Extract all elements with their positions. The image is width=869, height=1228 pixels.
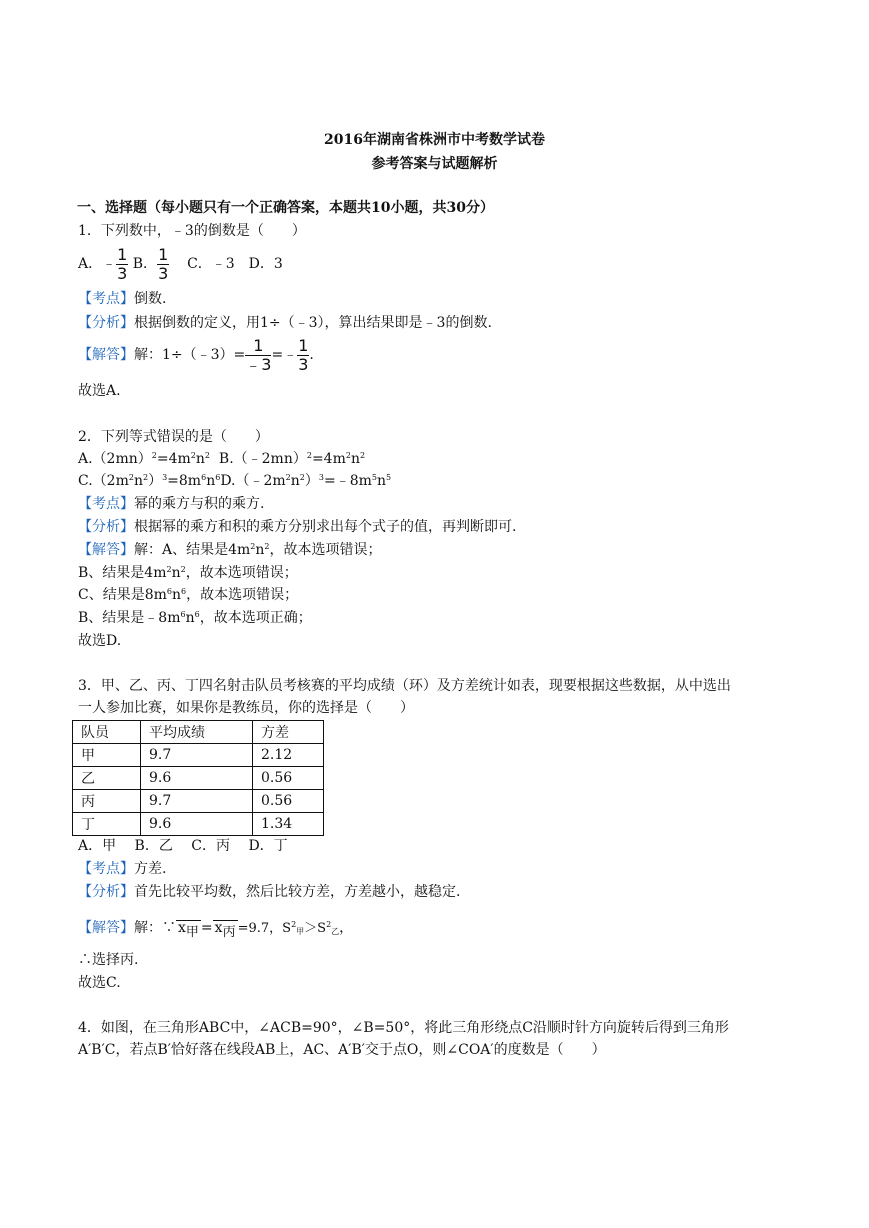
document-subtitle: 参考答案与试题解析 (371, 156, 498, 172)
q3-kaodian-text: 方差. (134, 861, 167, 877)
q3-jieda-prefix: 解：∵ (134, 920, 176, 936)
fraction-denominator: ﹣3 (245, 354, 272, 374)
q1-option-a-fraction (116, 244, 128, 283)
q1-kaodian-text: 倒数. (134, 291, 167, 307)
table-header-cell: 方差 (253, 721, 324, 744)
label-jieda: 【解答】 (78, 542, 134, 558)
q3-mean-value: =9.7，S (237, 921, 292, 936)
q2-fenxi (78, 520, 516, 534)
comma: ， (339, 920, 354, 936)
q3-conclusion: 故选C. (78, 975, 121, 991)
q2-conclusion: 故选D. (78, 633, 122, 649)
fraction-numerator: 1 (158, 244, 169, 264)
q1-jieda-mid: =﹣ (271, 347, 298, 363)
q1-option-cd: C．﹣3 D．3 (187, 256, 283, 272)
table-cell: 0.56 (253, 767, 324, 790)
fraction-denominator: 3 (298, 354, 309, 374)
q1-options (78, 246, 283, 282)
q1-kaodian (78, 292, 166, 306)
label-jieda: 【解答】 (78, 347, 134, 363)
q2-options-ab: $A.(2mn)^2=4m^2n^2$ $B.(﹣2mn)^2=4m^2n^2$ (78, 451, 366, 467)
q3-score-table (72, 720, 324, 836)
q1-jieda-text: 解：1÷（﹣3）= (134, 347, 246, 363)
table-cell: 乙 (73, 767, 141, 790)
label-kaodian: 【考点】 (78, 861, 134, 877)
q3-fenxi (78, 885, 460, 899)
q1-stem: 1．下列数中，﹣3的倒数是（ ） (78, 223, 306, 239)
q3-fenxi-text: 首先比较平均数，然后比较方差，方差越小，越稳定. (134, 884, 461, 900)
label-fenxi: 【分析】 (78, 519, 134, 535)
q1-jieda-fraction-1 (245, 335, 272, 374)
section-heading: 一、选择题（每小题只有一个正确答案，本题共10小题，共30分） (77, 200, 494, 216)
q2-kaodian (78, 497, 264, 511)
table-row (73, 790, 324, 813)
q3-stem-line2: 一人参加比赛，如果你是教练员，你的选择是（ ） (78, 700, 414, 716)
label-jieda: 【解答】 (78, 920, 134, 936)
q1-jieda (78, 335, 314, 375)
q4-stem-line2: A′B′C，若点B′恰好落在线段AB上，AC、A′B′交于点O，则∠COA′的度数是（ ） (78, 1042, 606, 1058)
table-header-cell: 平均成绩 (141, 721, 253, 744)
table-cell: 9.7 (141, 744, 253, 767)
table-cell: 甲 (73, 744, 141, 767)
variance-subscript: 甲 (296, 927, 305, 936)
document-title: 2016年湖南省株洲市中考数学试卷 (324, 132, 545, 148)
variance-exponent: 2 (326, 920, 332, 929)
mean-symbol: x (178, 920, 186, 936)
mean-subscript: 丙 (222, 925, 236, 940)
q3-stem-line1: 3．甲、乙、丙、丁四名射击队员考核赛的平均成绩（环）及方差统计如表，现要根据这些数据，从中选出 (78, 678, 731, 694)
greater-than: ＞S (304, 921, 327, 936)
label-kaodian: 【考点】 (78, 291, 134, 307)
table-row (73, 813, 324, 836)
mean-subscript: 甲 (185, 925, 199, 940)
table-header-cell: 队员 (73, 721, 141, 744)
mean-x-jia (176, 920, 201, 940)
table-cell: 丙 (73, 790, 141, 813)
q1-conclusion: 故选A. (78, 383, 121, 399)
label-fenxi: 【分析】 (78, 315, 134, 331)
mean-x-bing (213, 920, 238, 940)
q2-jieda-c: C、结果是$8m^6n^6$，故本选项错误； (78, 587, 299, 603)
q3-therefore: ∴选择丙. (78, 952, 139, 968)
table-cell: 9.6 (141, 767, 253, 790)
q2-jieda: 【解答】解：A、结果是$4m^2n^2$，故本选项错误； (78, 542, 382, 558)
variance-subscript: 乙 (331, 927, 340, 936)
table-cell: 9.6 (141, 813, 253, 836)
q2-jieda-b: B、结果是$4m^2n^2$，故本选项错误； (78, 565, 298, 581)
fraction-numerator: 1 (298, 335, 309, 355)
q1-option-b-prefix: B． (132, 256, 158, 272)
table-cell: 1.34 (253, 813, 324, 836)
table-cell: 9.7 (141, 790, 253, 813)
table-cell: 0.56 (253, 790, 324, 813)
q3-options: A．甲 B．乙 C．丙 D．丁 (78, 838, 288, 854)
q2-options-cd: $C.(2m^2n^2)^3=8m^6n^6D.(﹣2m^2n^2)^3=﹣8m^5n^5$ (78, 473, 392, 489)
label-kaodian: 【考点】 (78, 496, 134, 512)
q3-jieda (78, 914, 353, 943)
q1-option-a-prefix: A．﹣ (78, 256, 117, 272)
q1-fenxi-text: 根据倒数的定义，用1÷（﹣3），算出结果即是﹣3的倒数. (134, 315, 492, 331)
variance-exponent: 2 (291, 920, 297, 929)
q1-jieda-end: . (309, 347, 314, 363)
q2-stem: 2．下列等式错误的是（ ） (78, 429, 269, 445)
fraction-denominator: 3 (158, 263, 169, 283)
q2-jieda-d: B、结果是$﹣8m^6n^6$，故本选项正确； (78, 610, 312, 626)
q2-fenxi-text: 根据幂的乘方和积的乘方分别求出每个式子的值，再判断即可. (134, 519, 517, 535)
label-fenxi: 【分析】 (78, 884, 134, 900)
mean-symbol: x (214, 920, 223, 936)
q3-kaodian (78, 862, 166, 876)
fraction-numerator: 1 (117, 244, 128, 264)
table-cell: 丁 (73, 813, 141, 836)
table-row (73, 767, 324, 790)
q1-option-b-fraction (157, 244, 169, 283)
table-row (73, 744, 324, 767)
fraction-denominator: 3 (117, 263, 128, 283)
q1-jieda-fraction-2 (297, 335, 309, 374)
q1-fenxi (78, 316, 492, 330)
table-cell: 2.12 (253, 744, 324, 767)
q2-kaodian-text: 幂的乘方与积的乘方. (134, 496, 265, 512)
q4-stem-line1: 4．如图，在三角形ABC中，∠ACB=90°，∠B=50°，将此三角形绕点C沿顺时针方向旋转后得到三角形 (78, 1020, 729, 1036)
equals-sign: = (200, 920, 213, 936)
table-header-row (73, 721, 324, 744)
fraction-numerator: 1 (245, 338, 271, 356)
